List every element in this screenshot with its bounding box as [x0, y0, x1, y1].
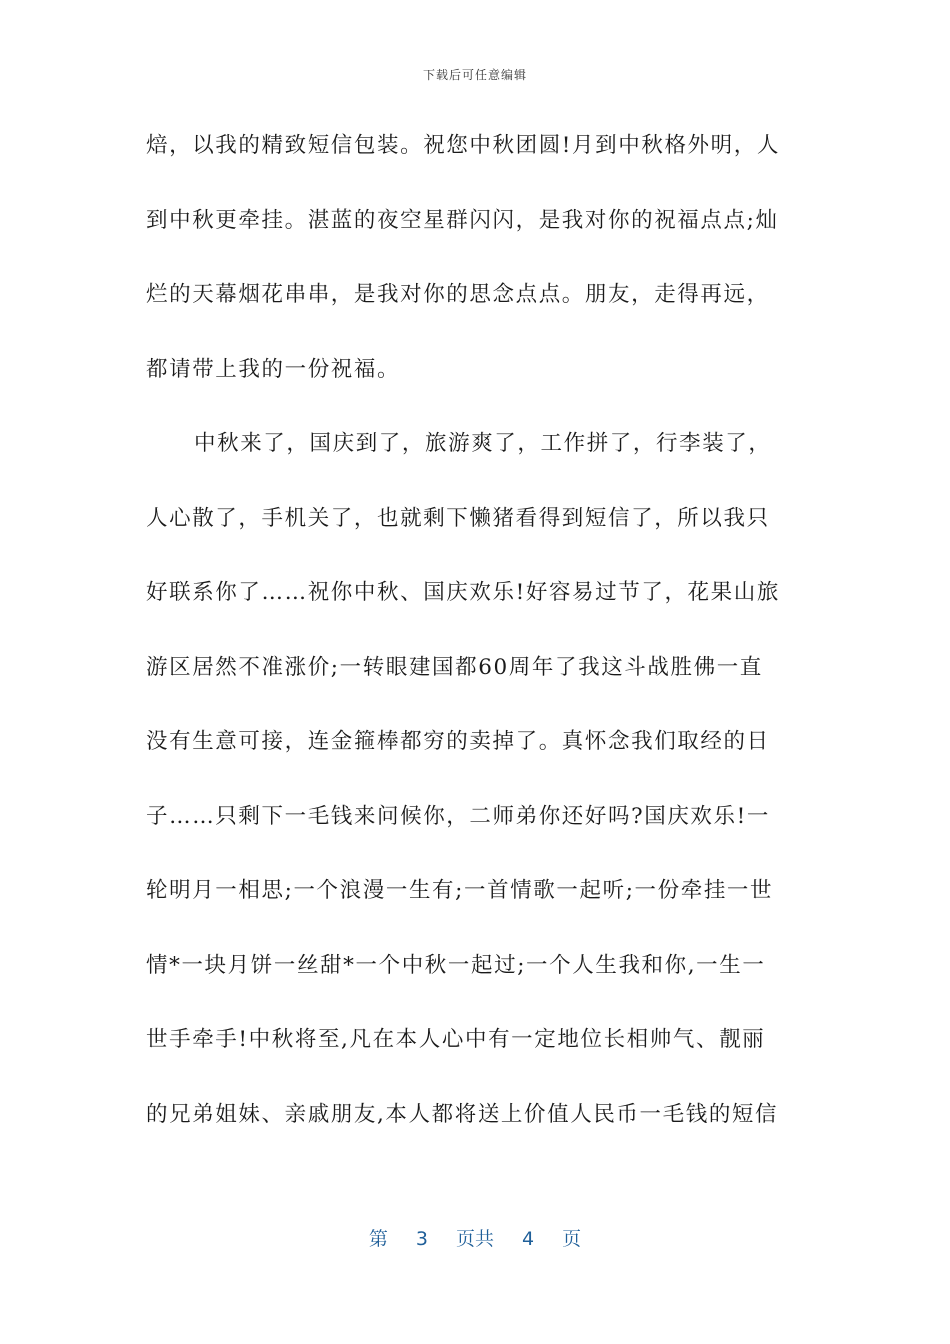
text-line: 情*一块月饼一丝甜*一个中秋一起过;一个人生我和你,一生一	[146, 952, 766, 978]
page-header: 下载后可任意编辑	[422, 68, 527, 82]
text-line: 烂的天幕烟花串串，是我对你的思念点点。朋友，走得再远，	[146, 282, 770, 307]
text-line: 人心散了，手机关了，也就剩下懒猪看得到短信了，所以我只	[146, 505, 770, 531]
footer-current-page: 3	[415, 1228, 428, 1250]
text-line: 的兄弟姐妹、亲戚朋友,本人都将送上价值人民币一毛钱的短信	[146, 1101, 779, 1127]
body-text	[146, 121, 806, 1164]
text-line: 轮明月一相思;一个浪漫一生有;一首情歌一起听;一份牵挂一世	[146, 878, 774, 903]
text-line: 游区居然不准涨价;一转眼建国都60周年了我这斗战胜佛一直	[146, 654, 763, 680]
text-line: 到中秋更牵挂。湛蓝的夜空星群闪闪，是我对你的祝福点点;灿	[146, 207, 779, 233]
text-line: 焙，以我的精致短信包装。祝您中秋团圆!月到中秋格外明，人	[146, 133, 780, 158]
footer-prefix: 第	[368, 1228, 388, 1250]
footer-middle: 页共	[455, 1228, 494, 1250]
text-line: 都请带上我的一份祝福。	[146, 356, 401, 382]
footer-total-pages: 4	[522, 1228, 535, 1250]
paragraph-first-line: 中秋来了，国庆到了，旅游爽了，工作拼了，行李装了，	[194, 431, 772, 456]
text-line: 没有生意可接，连金箍棒都穷的卖掉了。真怀念我们取经的日	[146, 729, 770, 754]
text-line: 好联系你了……祝你中秋、国庆欢乐!好容易过节了，花果山旅	[146, 580, 780, 605]
text-line: 世手牵手!中秋将至,凡在本人心中有一定地位长相帅气、靓丽	[146, 1027, 766, 1052]
text-line: 子……只剩下一毛钱来问候你，二师弟你还好吗?国庆欢乐!一	[146, 803, 770, 829]
page-footer	[0, 1224, 950, 1251]
footer-suffix: 页	[562, 1228, 582, 1250]
